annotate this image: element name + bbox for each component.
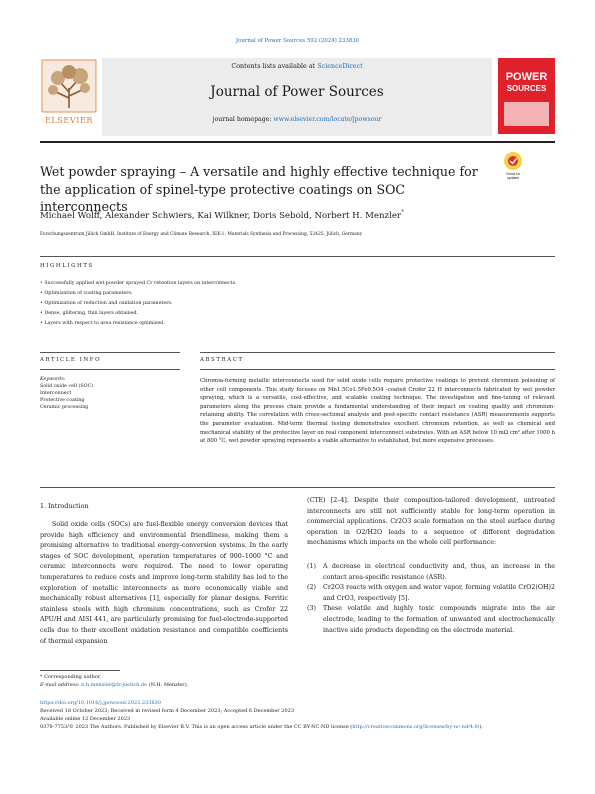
check-for-updates-badge[interactable] xyxy=(500,150,526,180)
license-line xyxy=(40,724,555,731)
highlight-item: • Dense, gliltering, thin layers obtained. xyxy=(40,311,139,316)
keyword[interactable]: Solid oxide cell (SOC) xyxy=(40,384,94,389)
abstract-heading: ABSTRACT xyxy=(200,357,244,363)
license-link[interactable]: http://creativecommons.org/licenses/by-nc-nd/4.0/ xyxy=(352,724,480,730)
authors[interactable]: Michael Wolff, Alexander Schwiers, Kai Wilkner, Doris Sebold, Norbert H. Menzler xyxy=(40,210,402,221)
highlights-rule xyxy=(40,256,555,257)
list-text: These volatile and highly toxic compounds migrate into the air electrode, leading to the formation of unwanted and electrochemically inactive side products depending on the electrode material. xyxy=(323,605,555,634)
journal-title: Journal of Power Sources xyxy=(210,84,384,100)
license-suffix: ). xyxy=(479,724,483,730)
cover-title-line1: POWER xyxy=(505,71,548,83)
contents-prefix: Contents lists available at xyxy=(231,62,318,70)
corresponding-author-mark[interactable]: * xyxy=(401,209,405,216)
list-item xyxy=(307,583,555,604)
section-title: 1. Introduction xyxy=(40,502,89,510)
list-item xyxy=(307,562,555,583)
journal-cover[interactable] xyxy=(498,58,555,134)
highlight-item: • Layers with respect to area resistance optimized. xyxy=(40,321,165,326)
available-online: Available online 12 December 2023 xyxy=(40,716,131,722)
journal-reference[interactable]: Journal of Power Sources 592 (2024) 233830 xyxy=(235,38,360,44)
article-info-rule xyxy=(40,352,180,353)
abstract-rule xyxy=(200,352,555,353)
check-updates-icon xyxy=(500,150,526,172)
email-line xyxy=(40,682,555,689)
list-number: (3) xyxy=(307,605,316,613)
license-prefix: 0378-7753/© 2023 The Authors. Published by Elsevier B.V. This is an open access article under the CC BY-NC-ND license ( xyxy=(40,724,353,730)
affiliation: Forschungszentrum Jülich GmbH, Institute of Energy and Climate Research, IEK-1: Materials Synthesis and Processing, 52425, Jülich, Germany xyxy=(40,232,363,237)
check-updates-label: Check for updates xyxy=(505,172,521,180)
corresponding-author-note: * Corresponding author. xyxy=(40,674,102,680)
intro-paragraph-left: Solid oxide cells (SOCs) are fuel-flexible energy conversion devices that provide high efficiency and environmental friendliness, making them a promising alternative to traditional energy-conversion systems. In the early stages of SOC development, operation temperatures of 900–1000 °C and ceramic interconnects were required. The need to lower operating temperatures to reduce costs and improve long-term stability has led to the exploration of metallic interconnects as more economically viable and mechanically robust alternatives [1], especially for planar designs. Ferritic stainless steels with high chromium concentrations, such as Crofer 22 APU/H and AISI 441, are particularly promising for fuel-electrode-supported cells due to their excellent oxidation resistance and compatible coefficients of thermal expansion xyxy=(40,521,288,645)
homepage-prefix: journal homepage: xyxy=(212,116,274,123)
article-title: Wet powder spraying – A versatile and highly effective technique for the application of spinel-type protective coatings on SOC interconnects xyxy=(40,164,478,214)
degradation-list xyxy=(307,562,555,636)
highlight-item: • Successfully applied wet powder sprayed Cr retention layers on interconnects. xyxy=(40,281,237,286)
header-rule xyxy=(40,141,555,143)
article-info-subrule xyxy=(40,369,180,370)
list-text: Cr2O3 reacts with oxygen and water vapor, forming volatile CrO2(OH)2 and CrO3, respectively [5]. xyxy=(323,584,555,602)
abstract-text: Chromia-forming metallic interconnects used for solid oxide cells require protective coatings to prevent chromium poisoning of other cell components. This study focuses on Mn1.5Co1.5Fe0.5O4 -coated Crofer 22 H interconnects fabricated by wet powder spraying, which is a versatile, cost-effective, and scalable coating technique. The investigation and fine-tuning of relevant parameters along the process chain provide a fundamental understanding of their impact on coating quality and chromium-retaining ability. The correlation with cross-sectional analysis and post-specific contact resistance (ASR) measurements supports the parameter evaluation. Mid-term thermal testing demonstrates excellent chromium retention, as well as chemical and mechanical stability of the protective layer on real component interconnect substrates. With an ASR below 10 mΩ cm² after 1000 h at 800 °C, wet powder spraying represents a viable alternative to established, but more expensive processes. xyxy=(200,378,555,445)
elsevier-logo xyxy=(40,58,98,130)
keyword[interactable]: Protective coating xyxy=(40,398,85,403)
received-dates: Received 18 October 2023; Received in revised form 4 December 2023; Accepted 6 December 2023 xyxy=(40,708,295,714)
contents-line xyxy=(102,62,492,70)
keyword[interactable]: Interconnect xyxy=(40,391,72,396)
homepage-link[interactable]: www.elsevier.com/locate/jpowsour xyxy=(273,116,382,123)
author-list xyxy=(40,209,404,221)
list-item xyxy=(307,604,555,636)
cover-title-line2: SOURCES xyxy=(506,84,547,93)
footnote-rule xyxy=(40,670,120,671)
highlights-heading: HIGHLIGHTS xyxy=(40,263,94,269)
abstract-subrule xyxy=(200,369,555,370)
email-link[interactable]: n.h.menzler@fz-juelich.de xyxy=(81,682,148,688)
list-number: (2) xyxy=(307,584,316,592)
email-label: E-mail address: xyxy=(40,682,82,688)
keywords-label: Keywords: xyxy=(40,377,66,382)
highlight-item: • Optimization of coating parameters. xyxy=(40,291,133,296)
sciencedirect-link[interactable]: ScienceDirect xyxy=(317,62,363,70)
abstract-end-rule xyxy=(40,487,555,488)
list-text: A decrease in electrical conductivity and, thus, an increase in the contact area-specific resistance (ASR). xyxy=(323,563,555,581)
publisher-logo-text: ELSEVIER xyxy=(44,116,94,125)
doi-link[interactable]: https://doi.org/10.1016/j.jpowsour.2023.233830 xyxy=(40,700,161,706)
intro-paragraph-right: (CTE) [2–4]. Despite their composition-tailored development, untreated interconnects are still not sufficiently stable for long-term operation in commercial applications. Cr2O3 scale formation on the steel surface during operation in O2/H2O leads to a sequence of different degradation mechanisms which impacts on the whole cell performance: xyxy=(307,497,555,547)
list-number: (1) xyxy=(307,563,316,570)
article-info-heading: ARTICLE INFO xyxy=(40,357,102,363)
cover-graphic xyxy=(504,102,549,126)
keyword[interactable]: Ceramic processing xyxy=(40,405,89,410)
journal-homepage xyxy=(102,116,492,123)
highlight-item: • Optimization of reduction and oxidation parameters. xyxy=(40,301,173,306)
email-suffix: (N.H. Menzler). xyxy=(147,682,189,688)
